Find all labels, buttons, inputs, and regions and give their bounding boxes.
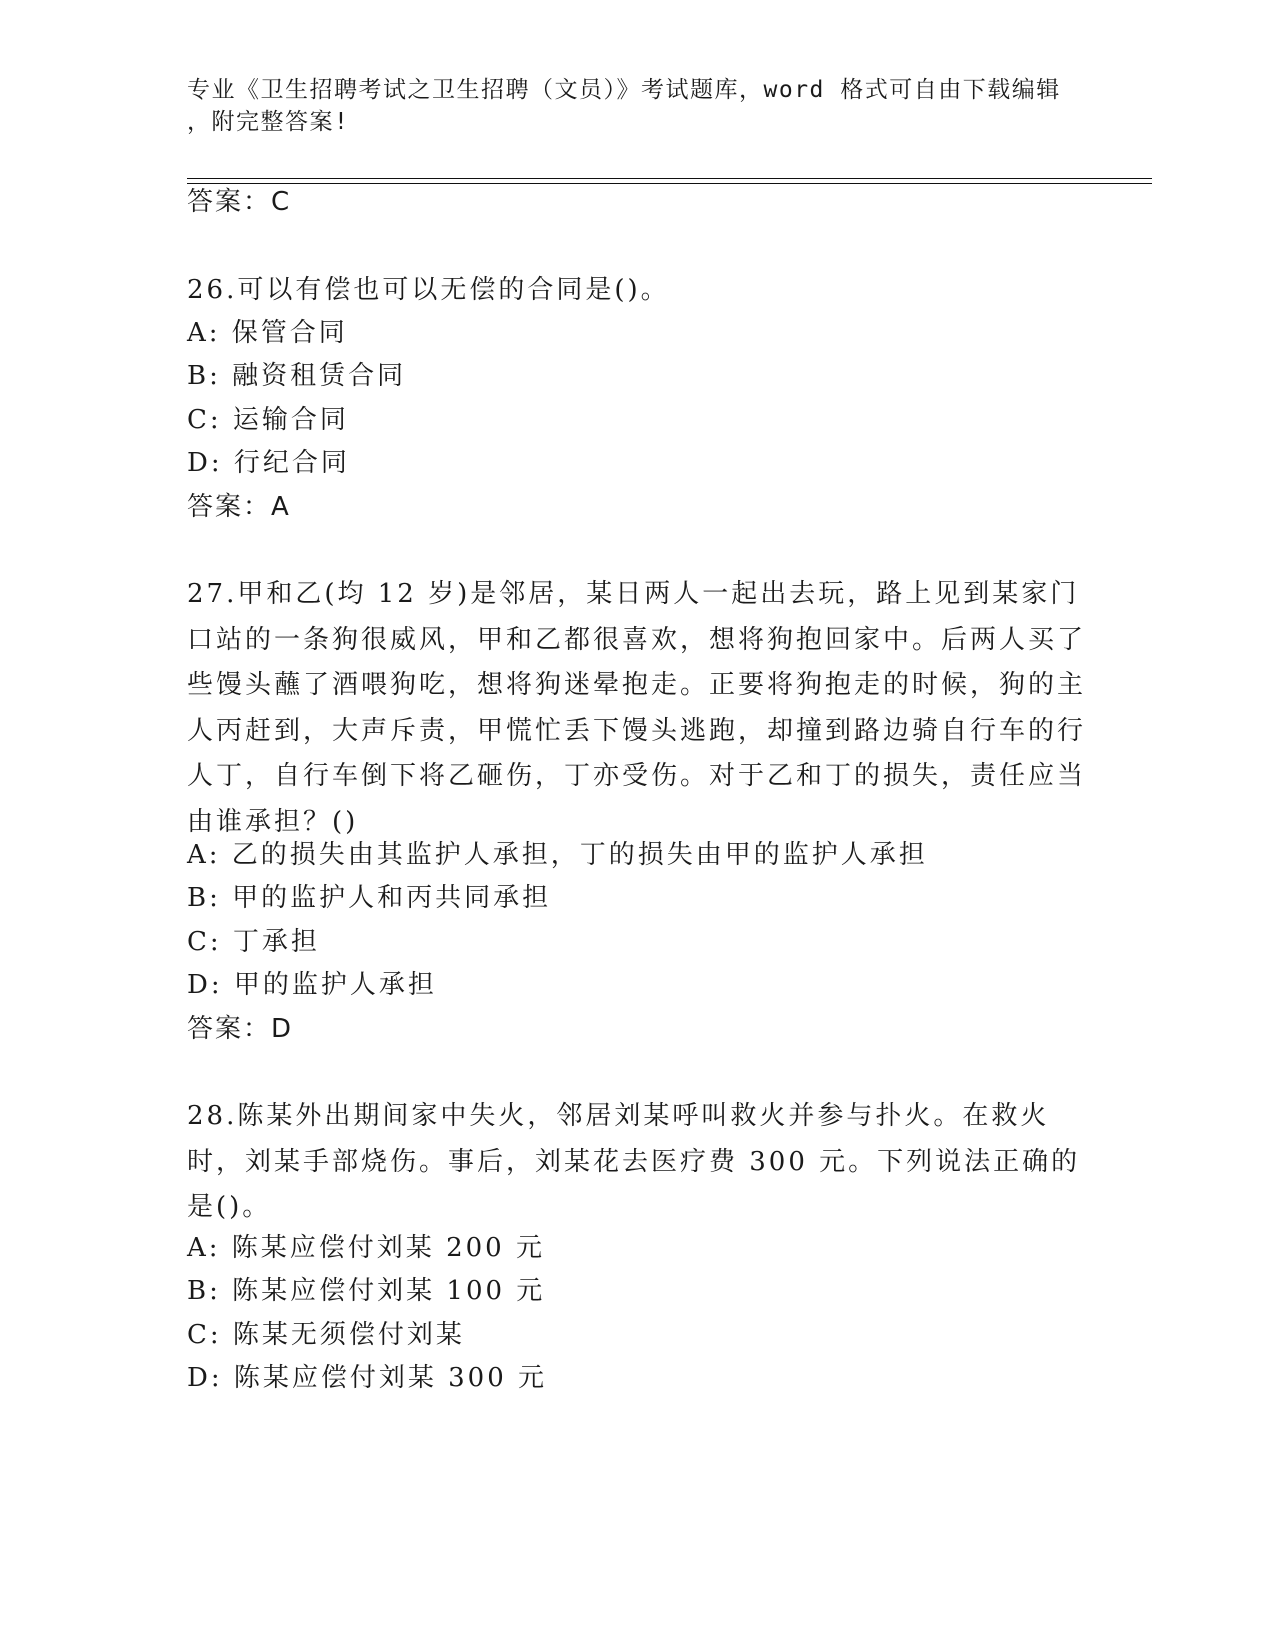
header-line-1: 专业《卫生招聘考试之卫生招聘（文员）》考试题库，word 格式可自由下载编辑	[187, 77, 1061, 103]
question-27-option-b: B: 甲的监护人和丙共同承担	[187, 883, 552, 913]
question-26-option-b: B: 融资租赁合同	[187, 361, 407, 391]
question-28-option-a: A: 陈某应偿付刘某 200 元	[187, 1233, 545, 1263]
question-28-option-c: C: 陈某无须偿付刘某	[187, 1320, 465, 1350]
header-line-2: ，附完整答案!	[187, 109, 350, 135]
question-27-answer: 答案：D	[187, 1014, 294, 1044]
question-26-option-c: C: 运输合同	[187, 405, 349, 435]
question-28-stem: 28.陈某外出期间家中失火，邻居刘某呼叫救火并参与扑火。在救火时，刘某手部烧伤。事后，刘某花去医疗费 300 元。下列说法正确的是()。	[187, 1101, 1081, 1222]
header-divider-bottom	[187, 183, 1152, 184]
question-26-option-d: D: 行纪合同	[187, 448, 350, 478]
page-header	[187, 74, 1077, 138]
question-28-option-b: B: 陈某应偿付刘某 100 元	[187, 1276, 546, 1306]
question-28-option-d: D: 陈某应偿付刘某 300 元	[187, 1363, 548, 1393]
previous-answer: 答案：C	[187, 187, 292, 217]
question-27-stem: 27.甲和乙(均 12 岁)是邻居，某日两人一起出去玩，路上见到某家门口站的一条狗很威风，甲和乙都很喜欢，想将狗抱回家中。后两人买了些馒头蘸了酒喂狗吃，想将狗迷晕抱走。正要将狗抱走的时候，狗的主人丙赶到，大声斥责，甲慌忙丢下馒头逃跑，却撞到路边骑自行车的行人丁，自行车倒下将乙砸伤，丁亦受伤。对于乙和丁的损失，责任应当由谁承担？()	[187, 579, 1087, 837]
header-divider-top	[187, 178, 1152, 179]
question-27-option-d: D: 甲的监护人承担	[187, 970, 437, 1000]
question-26-answer: 答案：A	[187, 492, 291, 522]
question-26-option-a: A: 保管合同	[187, 318, 348, 348]
question-27-option-c: C: 丁承担	[187, 927, 320, 957]
question-26-stem: 26.可以有偿也可以无偿的合同是()。	[187, 275, 670, 305]
question-27-option-a: A: 乙的损失由其监护人承担，丁的损失由甲的监护人承担	[187, 840, 928, 870]
